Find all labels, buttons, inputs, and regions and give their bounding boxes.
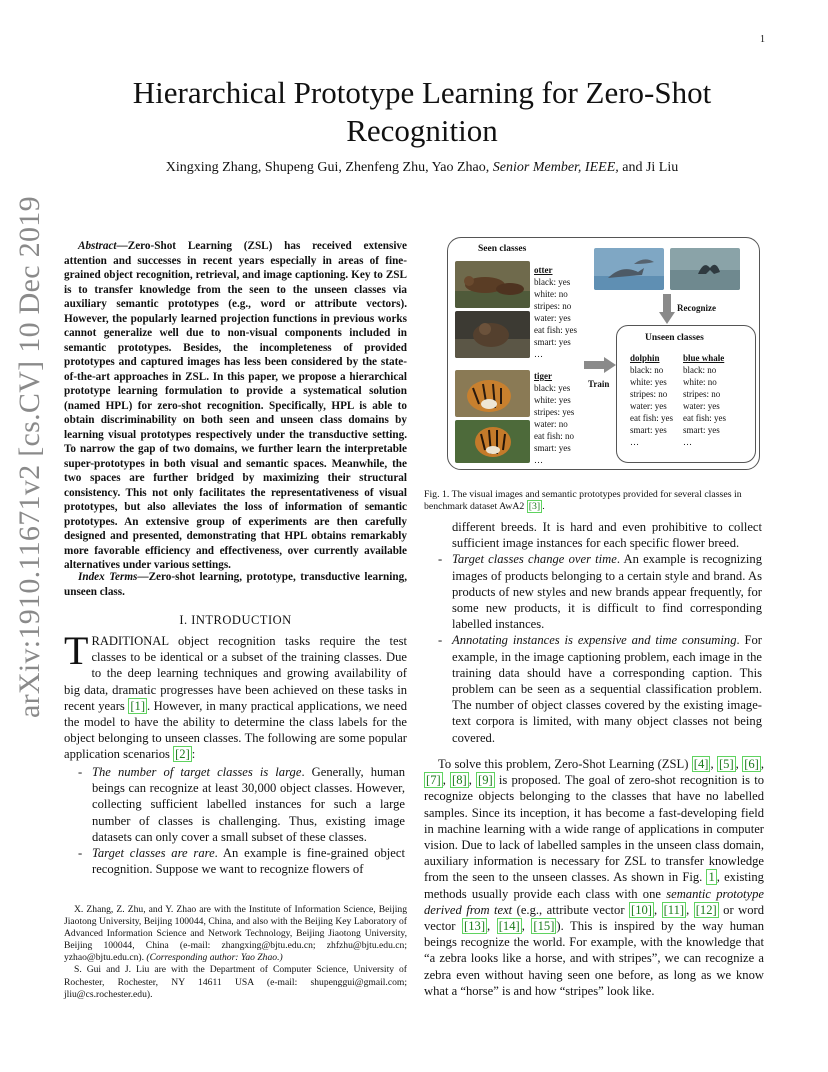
abstract: [64, 239, 407, 573]
author-line: [60, 160, 784, 176]
attribute: white: no: [534, 289, 568, 299]
section-heading: I. INTRODUCTION: [179, 613, 292, 627]
figure-link[interactable]: 1: [708, 870, 715, 885]
list-item: [64, 845, 407, 877]
dolphin-image: [594, 248, 664, 290]
footnote-1: X. Zhang, Z. Zhu, and Y. Zhao are with the Institute of Information Science, Beijing Jiaotong University, Beijing 100044, China, and also with the Beijing Key Laboratory of Advanced Information Science and Network Technology, Beijing Jiaotong University, Beijing 100044, China (e-mail: zhangxing@bjtu.edu.cn; zhfzhu@bjtu.edu.cn; yzhao@bjtu.edu.cn).: [64, 904, 407, 964]
tiger-image-1: [455, 370, 530, 417]
intro-text-b: . However, in many practical applications, we need the model to have the ability to determine the class labels for the object belonging to unseen classes. The following are some popular application scenarios: [64, 698, 407, 762]
text-segment: or word vector: [424, 902, 764, 934]
recognize-label: Recognize: [677, 303, 716, 313]
index-terms-lead: Index Terms: [78, 571, 138, 583]
paper-title: Hierarchical Prototype Learning for Zero-Shot Recognition: [132, 75, 712, 148]
page-number: 1: [760, 34, 765, 45]
list-item: [424, 632, 764, 745]
authors-role: Senior Member, IEEE,: [492, 160, 619, 175]
abstract-lead: Abstract: [78, 240, 117, 252]
caption-text-a: Fig. 1. The visual images and semantic prototypes provided for several classes in benchmark dataset AwA2: [424, 489, 742, 512]
citation-link[interactable]: [1]: [130, 698, 146, 713]
train-label: Train: [588, 379, 610, 389]
attribute: water: no: [534, 419, 568, 429]
attribute: eat fish: yes: [683, 413, 726, 423]
index-terms: [64, 570, 407, 599]
list-item: [64, 764, 407, 845]
continuation-text: different breeds. It is hard and even prohibitive to collect sufficient image instances for each specific flower breed.: [452, 520, 762, 551]
unseen-classes-title: Unseen classes: [645, 333, 704, 343]
authors-names: Xingxing Zhang, Shupeng Gui, Zhenfeng Zhu, Yao Zhao,: [165, 160, 490, 175]
bullet-emphasis: The number of target classes is large: [92, 765, 302, 779]
list-item: [424, 551, 764, 632]
attribute: white: yes: [630, 377, 667, 387]
figure-1: [447, 237, 760, 470]
otter-image-1: [455, 261, 530, 308]
footnote-paragraph: S. Gui and J. Liu are with the Department of Computer Science, University of Rochester, Rochester, NY 14611 USA (e-mail: shupenggui@gmail.com; jliu@cs.rochester.edu).: [64, 964, 407, 1000]
attribute: water: yes: [534, 313, 571, 323]
intro-text-c: :: [191, 747, 196, 762]
bullet-text: . An example is fine-grained object recognition. Suppose we want to recognize flowers of: [92, 846, 405, 877]
attribute: …: [534, 349, 543, 359]
text-segment: , existing methods usually provide each class with one: [424, 870, 764, 901]
attribute: stripes: no: [534, 301, 572, 311]
attribute: stripes: yes: [534, 407, 575, 417]
citation-link[interactable]: [8]: [452, 773, 467, 788]
attribute: black: no: [683, 365, 717, 375]
unseen-classes-box: [616, 325, 756, 463]
text-segment: ). This is inspired by the way human beings recognize the world. For example, with the knowledge that “a zebra looks like a horse, and with stripes”, we can recognize a zebra even without having seen one before, as long as we know what a “horse” is and how “stripes” look like.: [424, 919, 764, 998]
text-segment: To solve this problem, Zero-Shot Learning (ZSL): [438, 757, 692, 771]
attribute: smart: yes: [534, 443, 571, 453]
bullet-list-right: [424, 519, 764, 746]
list-item-continuation: [424, 519, 764, 551]
figure-caption: [424, 489, 764, 513]
attribute: eat fish: yes: [534, 325, 577, 335]
citation-link[interactable]: [2]: [175, 747, 190, 762]
footnote-paragraph: [64, 904, 407, 964]
attribute: …: [534, 455, 543, 465]
attribute: eat fish: no: [534, 431, 574, 441]
citation-link[interactable]: [9]: [478, 773, 493, 788]
attribute: smart: yes: [630, 425, 667, 435]
bullet-text: . Generally, human beings can recognize at least 30,000 object classes. However, collecting sufficient labelled instances for such a large number of classes is challenging. Thus, existing image datasets can only cover a small subset of these classes.: [92, 765, 405, 844]
bullet-emphasis: Annotating instances is expensive and time consuming: [452, 633, 737, 648]
bullet-emphasis: Target classes change over time: [452, 552, 617, 567]
text-segment: (e.g., attribute vector: [512, 902, 629, 917]
arxiv-stamp: arXiv:1910.11671v2 [cs.CV] 10 Dec 2019: [13, 196, 46, 718]
footnote-corresponding: (Corresponding author: Yao Zhao.): [146, 952, 283, 964]
citation-link[interactable]: [12]: [695, 902, 717, 917]
citation-link[interactable]: [3]: [528, 501, 541, 512]
intro-text-a: RADITIONAL object recognition tasks require the test classes to be identical or a subset of the training classes. Due to the deep learning techniques and growing availability of big data, dramatic progresses have been achieved on these tasks in recent years: [64, 634, 407, 713]
affiliation-footnote: [64, 904, 407, 1001]
attribute: white: yes: [534, 395, 571, 405]
attribute: …: [630, 437, 639, 447]
bullet-list-left: [64, 764, 407, 877]
dolphin-attributes: [630, 352, 673, 448]
attribute: black: yes: [534, 383, 571, 393]
otter-attributes: [534, 264, 577, 360]
citation-link[interactable]: [11]: [663, 902, 685, 917]
attribute: water: yes: [630, 401, 667, 411]
attribute: water: yes: [683, 401, 720, 411]
attribute: black: yes: [534, 277, 571, 287]
text-emphasis: semantic prototype derived from text: [424, 886, 765, 917]
citation-link[interactable]: [10]: [631, 902, 652, 917]
attribute: stripes: no: [683, 389, 721, 399]
bullet-emphasis: Target classes are rare: [92, 846, 215, 861]
citation-link[interactable]: [15]: [533, 919, 555, 934]
drop-cap: T: [64, 628, 89, 673]
attribute: white: no: [683, 377, 717, 387]
attribute: smart: yes: [534, 337, 571, 347]
citation-link[interactable]: [6]: [744, 757, 759, 771]
tiger-label: tiger: [534, 371, 552, 381]
citation-link[interactable]: [4]: [693, 757, 709, 771]
tiger-image-2: [455, 420, 530, 463]
attribute: stripes: no: [630, 389, 668, 399]
otter-label: otter: [534, 265, 553, 275]
abstract-text: —Zero-Shot Learning (ZSL) has received extensive attention and successes in recent years especially in areas of fine-grained object recognition, retrieval, and image captioning. Key to ZSL is to transfer knowledge from the seen to the unseen classes via auxiliary semantic prototypes (e.g., word or attribute vectors). However, the popularly learned projection functions in previous works cannot generalize well due to non-visual components included in semantic prototypes. Besides, the incompleteness of provided prototypes and captured images has less been considered by the state-of-the-art approaches in ZSL. In this paper, we propose a hierarchical prototype learning formulation to provide a systematical solution (named HPL) for zero-shot recognition. Specifically, HPL is able to obtain discriminability on both seen and unseen class domains by learning visual prototypes respectively under the transductive setting. To narrow the gap of two domains, we further learn the interpretable super-prototypes in both visual and semantic spaces. Meanwhile, the two spaces are further bridged by maximizing their structural consistency. This not only facilitates the representativeness of visual prototypes, but also alleviates the loss of information of semantic prototypes. An extensive group of experiments are then carefully designed and presented, demonstrating that HPL obtains remarkably more favorable efficiency and effectiveness, over currently available alternatives under various settings.: [64, 240, 407, 571]
attribute: eat fish: yes: [630, 413, 673, 423]
caption-text-b: .: [542, 501, 545, 512]
index-terms-text: —Zero-shot learning, prototype, transductive learning, unseen class.: [64, 571, 407, 598]
recognize-arrow-icon: [659, 294, 675, 324]
blue-whale-attributes: [683, 352, 726, 448]
zsl-paragraph: To solve this problem, Zero-Shot Learning (ZSL) [4] , [5] , [6] , [7] , [8] , [9] is proposed. The goal of zero-shot recognition is to recognize objects belonging to the classes that have no labelled samples. Since its inception, it has become a fast-developing field in machine learning with a wide range of applications in computer vision. Due to lack of labelled samples in the unseen class domain, auxiliary information is necessary for ZSL to transfer knowledge from the seen to the unseen classes. As shown in Fig. 1 , existing methods usually provide each class with one semantic prototype derived from text (e.g., attribute vector [10] , [11] , [12] or word vector [13] , [14] , [15] ). This is inspired by the way human beings recognize the world. For example, with the knowledge that “a zebra looks like a horse, and with stripes”, we can recognize a zebra even without having seen one before, as long as we know what a “horse” is and how “stripes” look like.: [424, 757, 765, 998]
citation-link[interactable]: [5]: [718, 757, 734, 771]
citation-link[interactable]: [13]: [464, 919, 486, 934]
attribute: black: no: [630, 365, 664, 375]
seen-classes-title: Seen classes: [478, 244, 527, 254]
attribute: …: [683, 437, 692, 447]
attribute: smart: yes: [683, 425, 720, 435]
otter-image-2: [455, 311, 530, 358]
citation-link[interactable]: [7]: [426, 773, 441, 788]
bullet-text: . An example is recognizing images of products belonging to a certain style and brand. As products of new styles and new brands appear frequently, for some new products, it is difficult to find corresponding labelled instances.: [452, 552, 762, 632]
bullet-text: . For example, in the image captioning problem, each image in the training data should have a corresponding caption. This problem can be seen as a sequential classification problem. The number of object classes covered by the existing image-text corpora is limited, with many object classes not being covered.: [452, 633, 763, 745]
authors-end: and Ji Liu: [622, 160, 679, 175]
blue-whale-label: blue whale: [683, 353, 725, 363]
citation-link[interactable]: [14]: [498, 919, 520, 934]
dolphin-label: dolphin: [630, 353, 660, 363]
intro-paragraph: [64, 628, 407, 763]
blue-whale-image: [670, 248, 740, 290]
tiger-attributes: [534, 370, 574, 466]
train-arrow-icon: [584, 357, 616, 373]
text-segment: is proposed. The goal of zero-shot recognition is to recognize objects belonging to the classes that have no labelled samples. Since its inception, it has become a fast-developing field in machine learning with a wide range of applications in computer vision. Due to lack of labelled samples in the unseen class domain, auxiliary information is necessary for ZSL to transfer knowledge from the seen to the unseen classes. As shown in Fig.: [424, 773, 764, 885]
